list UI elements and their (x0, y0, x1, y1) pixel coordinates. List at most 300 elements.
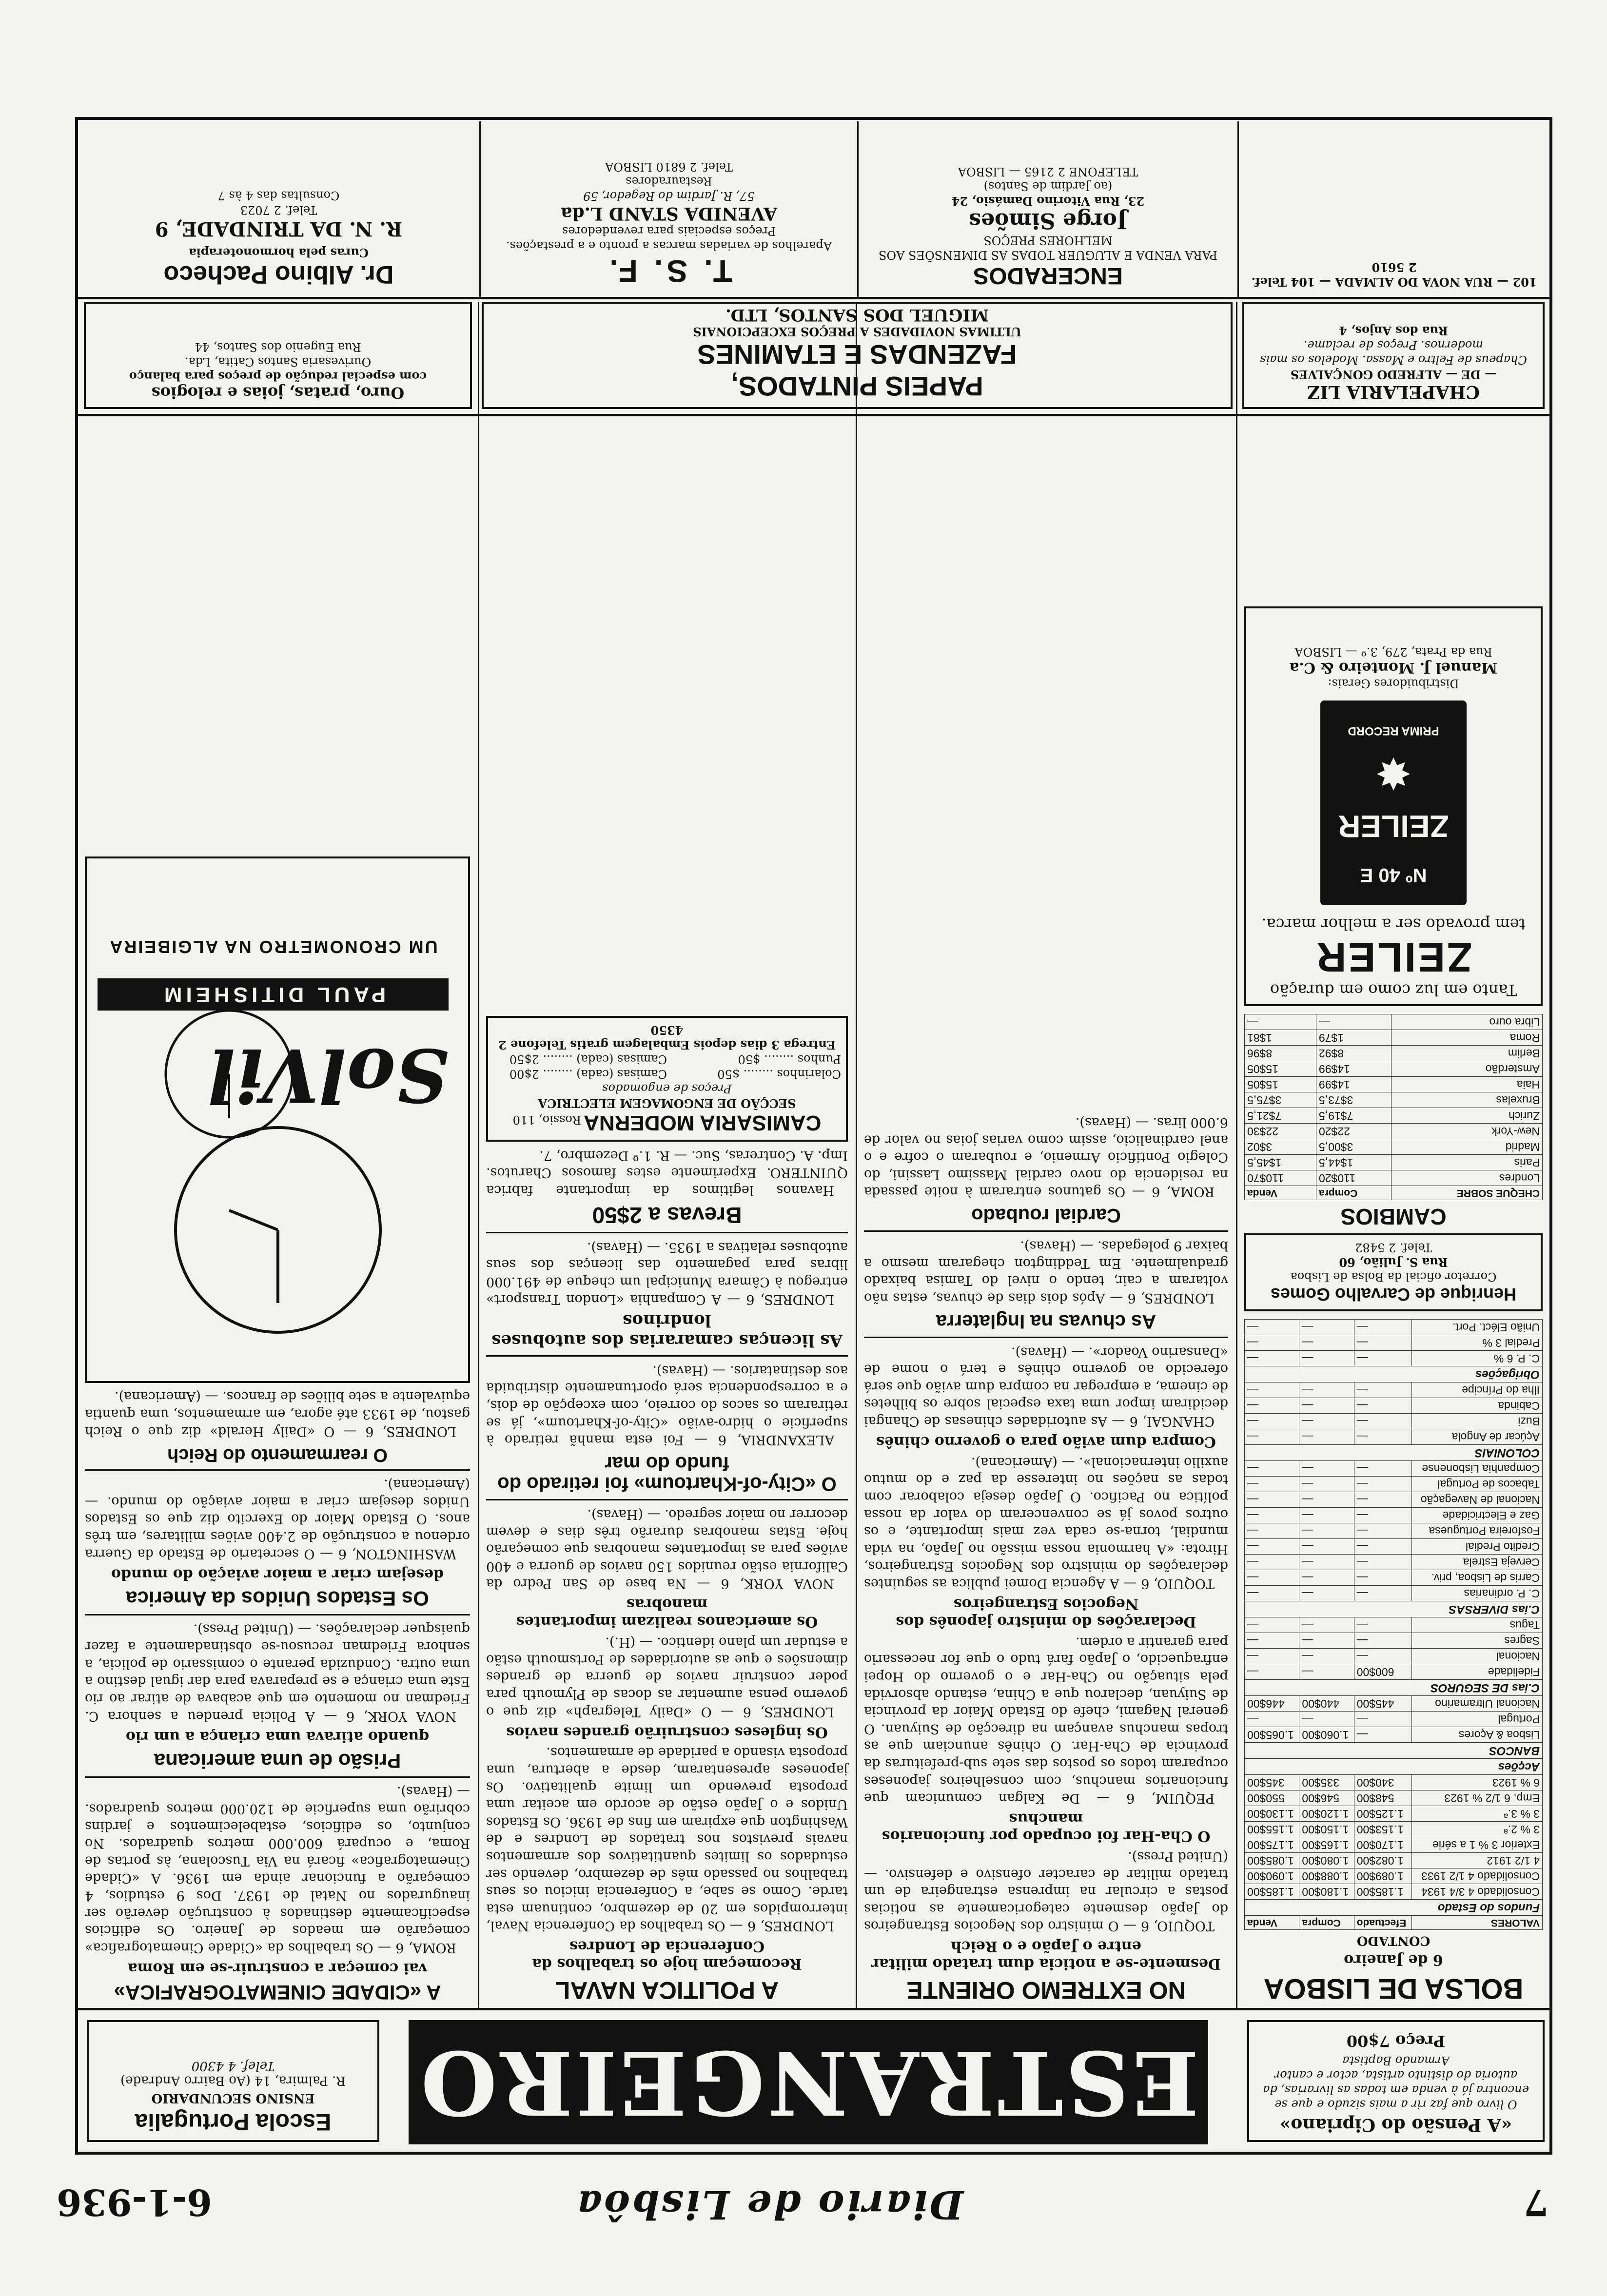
headline-city-of-khartoum: O «City-of-Khartoum» foi retirado do fundo do mar (497, 1453, 837, 1495)
breves-title: Brevas a 2$50 (592, 1203, 742, 1228)
table-row (1245, 1413, 1543, 1429)
paragraph: WASHINGTON, 6 — O secretario de Estado da Guerra ordenou a construção de 2.400 aviões militares, em três anos. O Estado Maior do Exercito diz que os Estados Unidos desejam criar a maior aviação do mundo. — (Americana). (85, 1477, 470, 1561)
table-cell: 1.090$00 (1245, 1868, 1299, 1884)
table-cell: — (1299, 1335, 1354, 1350)
subhead-conferencia: Recomeçam hoje os trabalhos da Conferencia de Londres (532, 1938, 802, 1973)
bulb-box (1320, 700, 1467, 905)
table-cell: 1.125$00 (1354, 1806, 1411, 1821)
pensao-text: O livro que faz rir a mais sizudo e que se encontra já à venda em todas as livrarias, da autoria do distinto artista, actor e cantor Armando Baptista (1263, 2054, 1529, 2111)
table-cell: — (1354, 1585, 1411, 1601)
papeis-line1: PAPEIS PINTADOS, (731, 371, 983, 402)
table-cell: 1.170$00 (1354, 1837, 1411, 1852)
table-cell: 22$30 (1245, 1123, 1316, 1139)
table-cell: — (1245, 1554, 1299, 1570)
ouro-title: Ouro, pratas, joias e relogios (151, 384, 405, 402)
starburst-icon: ✸ (1375, 747, 1412, 798)
breves-text (486, 1147, 848, 1199)
table-cell: 1.088$00 (1299, 1868, 1354, 1884)
divider (85, 1614, 470, 1615)
escola-ad (87, 2020, 379, 2142)
paragraph: ALEXANDRIA, 6 — Foi esta manhã retirado à superficie o hidro-avião «City-of-Khartoum», já se retiraram os sacos do correio, com excepção de dois, e a correspondencia será oportunamente distribuida aos destinatarios. — (Havas). (486, 1362, 848, 1448)
column-divider (478, 302, 479, 2008)
table-row (1245, 1045, 1543, 1061)
subhead-tratado: Desmente-se a noticia dum tratado militar entre o Japão e o Reich (871, 1938, 1221, 1973)
page-number: 7 (1523, 2181, 1548, 2223)
table-row (1245, 1648, 1543, 1664)
paragraph: CHANGAI, 6 — As autoridades chinesas de Changai decidiram impor uma taxa especial sobre os bilhetes de cinema, a empregar na compra dum avião que será oferecido ao governo chinês e terá o nome de «Dansarino Voador». — (Havas). (864, 1344, 1228, 1429)
article-licencas (486, 1238, 848, 1308)
table-cell: 1$81 (1245, 1030, 1316, 1045)
divider (864, 1337, 1228, 1338)
table-row (1245, 1523, 1543, 1538)
table-cell: 3 % 3.ª (1411, 1806, 1542, 1821)
table-row (1245, 1868, 1543, 1884)
table-cell: Zurich (1391, 1108, 1543, 1123)
table-cell: — (1299, 1476, 1354, 1492)
subhead-ingleses: Os ingleses construirão grandes navios (506, 1723, 828, 1741)
papeis-line2: FAZENDAS E ETAMINES (697, 339, 1017, 370)
column-extremo-oriente (857, 302, 1235, 2008)
table-cell: — (1299, 1554, 1354, 1570)
table-cell: Londres (1391, 1170, 1543, 1186)
table-cell: — (1354, 1711, 1411, 1727)
table-row (1245, 1061, 1543, 1076)
tsf-title: T. S. F. (606, 253, 732, 289)
divider (486, 1232, 848, 1233)
table-cell: Nacional de Navegação (1411, 1492, 1542, 1507)
encerados-ad (857, 121, 1237, 297)
table-row (1245, 1852, 1543, 1868)
estrangeiro-banner (409, 2020, 1208, 2144)
cambios-table (1244, 1014, 1543, 1200)
papeis-line3: ULTIMAS NOVIDADES A PREÇOS EXCEPCIONAIS (693, 325, 1021, 339)
table-cell: 1.089$00 (1354, 1868, 1411, 1884)
table-cell: 1.155$00 (1245, 1821, 1299, 1837)
table-row (1245, 1664, 1543, 1679)
bulb-label: Nº 40 E (1360, 864, 1427, 886)
table-cell: Paris (1391, 1154, 1543, 1170)
escola-address: R. Palmira, 14 (Ao Bairro Andrade) (120, 2073, 346, 2088)
cambios-title: CAMBIOS (1340, 1204, 1447, 1229)
table-cell: Exterior 3 % 1 a série (1411, 1837, 1542, 1852)
chapelaria-text: Chapeus de Feltro e Massa. Modelos os mais modernos. Preços de reclame. (1260, 338, 1527, 367)
ouro-firm: Ourivesaria Santos Catita, Lda. (184, 355, 372, 369)
table-row (1245, 1806, 1543, 1821)
table-cell: — (1299, 1413, 1354, 1429)
table-row (1245, 1884, 1543, 1899)
table-cell: 1$44,5 (1316, 1154, 1391, 1170)
table-cell: 110$70 (1245, 1170, 1316, 1186)
camisaria-addr: Rossio, 110 (512, 1112, 581, 1127)
issue-date: 6-1-936 (57, 2181, 212, 2223)
cambios-ad-line2: Rua S. Julião, 60 (1339, 1255, 1448, 1269)
zeiler-distributor-name: Manuel J. Monteiro & C.a (1289, 659, 1498, 676)
paragraph: LONDRES, 6 — O «Daily Herald» diz que o Reich gastou, de 1933 até agora, em armamentos, uma quantia equivalente a sete biliões de francos. — (Americana). (85, 1389, 470, 1439)
table-cell: 4 1/2 1912 (1411, 1852, 1542, 1868)
table-cell: — (1245, 1664, 1299, 1679)
solvil-tagline: UM CRONOMETRO NA ALGIBEIRA (108, 936, 438, 957)
column-divider (1236, 302, 1237, 2008)
lower-row (78, 297, 1549, 416)
columns-area (78, 302, 1549, 2008)
camisaria-items (493, 1052, 841, 1081)
table-cell: — (1299, 1429, 1354, 1444)
table-cell: Nacional (1411, 1648, 1542, 1664)
table-cell: Companhia Lisbonense (1411, 1460, 1542, 1476)
table-cell: 1.185$00 (1245, 1884, 1299, 1899)
section-title: BANCOS (1245, 1742, 1543, 1758)
table-cell: — (1245, 1523, 1299, 1538)
table-cell: — (1354, 1727, 1411, 1742)
table-cell: 7$21,5 (1245, 1108, 1316, 1123)
article-cidade (85, 1783, 470, 1956)
table-cell: 15$05 (1245, 1061, 1316, 1076)
section-title: Obrigações (1245, 1366, 1543, 1382)
table-row (1245, 1014, 1543, 1030)
table-row (1245, 1398, 1543, 1413)
zeiler-brand: ZEILER (1314, 934, 1472, 980)
table-cell: — (1354, 1633, 1411, 1648)
encerados-title: ENCERADOS (973, 263, 1123, 289)
zeiler-address: Rua da Prata, 279, 3.º — LISBOA (1294, 644, 1492, 659)
table-cell: — (1245, 1492, 1299, 1507)
table-cell: 14$99 (1316, 1076, 1391, 1092)
table-cell: 440$00 (1299, 1695, 1354, 1711)
table-cell: Emp. 6 1/2 % 1923 (1411, 1790, 1542, 1806)
price-item: Camisas (cada) ........ 2$00 (509, 1067, 667, 1081)
table-row (1245, 1123, 1543, 1139)
ouro-address: Rua Eugenio dos Santos, 44 (195, 340, 361, 354)
article-chuvas (864, 1237, 1228, 1307)
paragraph: NOVA YORK, 6 — Na base de San Pedro da California estão reunidos 150 navios de guerra e 400 aviões para as importantes manobras que começarão hoje. Estas manobras durarão três dias e devem decorrer no maior segredo. — (Havas). (486, 1507, 848, 1592)
encerados-address: 23, Rua Vitorino Damásio, 24 (951, 194, 1145, 208)
pacheco-ad (78, 121, 479, 297)
encerados-phone: TELEFONE 2 2165 — LISBOA (958, 165, 1138, 178)
tsf-ad (479, 121, 857, 297)
table-cell: União Eléct. Port. (1411, 1319, 1542, 1335)
column-header: Venda (1245, 1915, 1299, 1929)
table-cell: Predial 3 % (1411, 1335, 1542, 1350)
pacheco-text: Curas pela hormonoterapia (189, 246, 369, 260)
table-cell: — (1354, 1538, 1411, 1554)
price-item: Colarinhos ........ $50 (717, 1067, 841, 1081)
table-cell: — (1299, 1460, 1354, 1476)
paragraph: TOQUIO, 6 — A Agencia Domei publica as seguintes declarações do ministro dos Negocios Estrangeiros, Hirota: «A harmonia nossa missão no Japão, na vida mundial, torna-se cada vez mais importante, e os outros povos já se convenceram do valor da nossa política no Pacifico. O Japão deseja colaborar com todas as nações no interesse da paz e do mutuo auxilio internacional». — (Americana). (864, 1454, 1228, 1592)
divider (486, 1355, 848, 1357)
column-bolsa (1237, 302, 1549, 2008)
table-cell: — (1299, 1711, 1354, 1727)
chapelaria-ad (1242, 302, 1545, 409)
zeiler-tagline1: Tanto em luz como em duração (1270, 980, 1517, 999)
subhead-declaracoes: Declarações do ministro japonês dos Negocios Estrangeiros (896, 1596, 1196, 1631)
table-row (1245, 1617, 1543, 1633)
zeiler-distributors: Distribuidores Gerais: (1328, 676, 1459, 690)
divider (864, 1231, 1228, 1232)
masthead (57, 2174, 1548, 2228)
table-cell: — (1245, 1335, 1299, 1350)
table-cell: — (1354, 1319, 1411, 1335)
table-cell: — (1245, 1476, 1299, 1492)
table-row (1245, 1319, 1543, 1335)
table-cell: — (1354, 1382, 1411, 1398)
table-cell: Roma (1391, 1030, 1543, 1045)
table-cell: 6 % 1923 (1411, 1774, 1542, 1790)
table-cell: Haia (1391, 1076, 1543, 1092)
column-politica-naval (479, 302, 855, 2008)
table-cell: — (1245, 1413, 1299, 1429)
article-ingleses (486, 1634, 848, 1720)
paragraph: ROMA, 6 — Os gatunos entraram à noite passada na residencia do novo cardial Massimo Lassini, do Colegio Pontificio Armenio, e roubaram o cofre e o anel cardinalicio, assim como varias joias no valor de 6.000 liras. — (Havas). (864, 1115, 1228, 1200)
table-row (1245, 1170, 1543, 1186)
table-row (1245, 1350, 1543, 1366)
section-title: COLONIAIS (1245, 1444, 1543, 1460)
table-cell: 546$00 (1299, 1790, 1354, 1806)
table-cell: — (1354, 1429, 1411, 1444)
table-row (1245, 1476, 1543, 1492)
article-aviao (864, 1343, 1228, 1430)
table-cell: — (1299, 1507, 1354, 1523)
table-cell: 110$20 (1316, 1170, 1391, 1186)
table-cell: Carris de Lisboa, priv. (1411, 1570, 1542, 1585)
paragraph: PEQUIM, 6 — De Kalgan comunicam que funcionarios manchus, com conselheiros japoneses ocuparam todos os postos das sete sub-prefeituras da provincia de Cha-Har. O chinês anunciam que as tropas manchus avançam na direcção de Suiyuan. O general Nagami, chefe do Estado Maior da provincia de Suiyuan, declarou que a China, estando absorvida pela situação no Cha-Har e o governo do Hopei enfraquecido, o Japão fará tudo o que for necessario para garantir a ordem. (864, 1634, 1228, 1806)
ouro-ad (84, 302, 472, 409)
table-cell: 8$92 (1316, 1045, 1391, 1061)
table-cell: Nacional Ultramarino (1411, 1695, 1542, 1711)
cambios-ad-title: Henrique de Carvalho Gomes (1270, 1284, 1517, 1304)
price-item: Camisas (cada) ........ 2$50 (509, 1052, 667, 1066)
column-cidade-cinematografica (78, 302, 477, 2008)
newspaper-title: Diario de Lisbôa (575, 2182, 963, 2228)
price-item: Punhos ........ $50 (738, 1052, 841, 1066)
table-row (1245, 1585, 1543, 1601)
table-cell: — (1354, 1523, 1411, 1538)
column-header: CHEQUE SOBRE (1391, 1186, 1543, 1200)
cambios-ad (1244, 1233, 1543, 1311)
article-americanos (486, 1505, 848, 1592)
table-row (1245, 1429, 1543, 1444)
table-cell: Madrid (1391, 1139, 1543, 1154)
article-city-of-khartoum (486, 1362, 848, 1448)
table-cell: 22$20 (1316, 1123, 1391, 1139)
pensao-ad (1247, 2020, 1545, 2142)
table-cell: — (1354, 1476, 1411, 1492)
article-cardial (864, 1113, 1228, 1200)
solvil-maker: PAUL DITISHEIM (98, 978, 449, 1011)
pacheco-hours: Consultas das 4 às 7 (217, 189, 340, 202)
table-cell: — (1245, 1711, 1299, 1727)
headline-cidade-cinematografica: A «CIDADE CINEMATOGRAFICA» (114, 1981, 441, 2004)
escola-phone: Telef. 4 4300 (191, 2059, 275, 2073)
table-cell: — (1299, 1585, 1354, 1601)
table-row (1245, 1695, 1543, 1711)
table-row (1245, 1030, 1543, 1045)
table-cell: 1.082$00 (1354, 1852, 1411, 1868)
table-cell: Consolidado 4 3/4 1934 (1411, 1884, 1542, 1899)
column-header: Venda (1245, 1186, 1316, 1200)
subhead-prisao: quando atirava uma criança a um rio (125, 1728, 430, 1745)
papeis-pintados-ad (482, 302, 1233, 409)
table-cell: — (1354, 1335, 1411, 1350)
bolsa-contado: CONTADO (1356, 1933, 1431, 1948)
table-cell: Ilha do Príncipe (1411, 1382, 1542, 1398)
section-title: C.ias DE SEGUROS (1245, 1679, 1543, 1695)
paragraph: LONDRES, 6 — A Companhia «London Transport» entregou à Câmara Municipal um cheque de 491.000 libras para pagamento das licenças dos seus autobuses relativas a 1935. — (Havas). (486, 1239, 848, 1307)
bolsa-date: 6 de Janeiro (1344, 1951, 1443, 1969)
pacheco-address: R. N. DA TRINDADE, 9 (155, 217, 403, 240)
tsf-address: 57, R. Jardim do Regedor, 59 (583, 189, 755, 203)
column-header: Compra (1299, 1915, 1354, 1929)
table-cell: — (1299, 1648, 1354, 1664)
column-header: Efectuado (1354, 1915, 1411, 1929)
table-cell: Sagres (1411, 1633, 1542, 1648)
table-cell: — (1316, 1014, 1391, 1030)
table-row (1245, 1335, 1543, 1350)
table-cell: 600$00 (1354, 1664, 1411, 1679)
column-header: VALORES (1411, 1915, 1542, 1929)
table-cell: 1.175$00 (1245, 1837, 1299, 1852)
table-cell: 3 % 2.ª (1411, 1821, 1542, 1837)
zeiler-ad (1244, 606, 1543, 1006)
table-cell: 446$00 (1245, 1695, 1299, 1711)
table-cell: — (1245, 1460, 1299, 1476)
table-cell: Bruxelas (1391, 1092, 1543, 1108)
table-cell: — (1299, 1382, 1354, 1398)
table-row (1245, 1727, 1543, 1742)
table-cell: — (1245, 1350, 1299, 1366)
table-cell: 1.153$00 (1354, 1821, 1411, 1837)
table-cell: 14$99 (1316, 1061, 1391, 1076)
table-cell: — (1245, 1633, 1299, 1648)
table-cell: Gaz e Electricidade (1411, 1507, 1542, 1523)
encerados-addr2: (ao Jardim de Santos) (983, 179, 1113, 193)
table-cell: — (1245, 1507, 1299, 1523)
table-row (1245, 1460, 1543, 1476)
table-cell: — (1354, 1398, 1411, 1413)
subhead-roma: vai começar a construir-se em Roma (128, 1959, 427, 1977)
table-row (1245, 1554, 1543, 1570)
table-row (1245, 1108, 1543, 1123)
table-cell: — (1245, 1570, 1299, 1585)
table-cell: — (1245, 1648, 1299, 1664)
table-cell: Cerveja Estrela (1411, 1554, 1542, 1570)
subhead-aviao: Compra dum avião para o governo chinês (876, 1433, 1216, 1451)
table-cell: — (1299, 1633, 1354, 1648)
pensao-title: «A Pensão do Cipriano» (1279, 2115, 1512, 2135)
table-cell: — (1299, 1664, 1354, 1679)
table-cell: 1.130$00 (1245, 1806, 1299, 1821)
escola-title: Escola Portugalia (135, 2109, 332, 2135)
cambios-ad-phone: Telef. 2 5482 (1355, 1240, 1432, 1254)
table-cell: — (1299, 1350, 1354, 1366)
paragraph: TOQUIO, 6 — O ministro dos Negocios Estrangeiros do Japão desmente categoricamente as noticias postas a circular na imprensa estrangeira de um tratado militar de caracter ofensivo e defensivo. — (United Press). (864, 1849, 1228, 1934)
divider (486, 1499, 848, 1500)
subhead-cha-har: O Cha-Har foi ocupado por funcionarios manchus (882, 1810, 1211, 1845)
section-title: Fundos do Estado (1245, 1899, 1543, 1915)
table-row (1245, 1790, 1543, 1806)
table-cell: 3$73,5 (1316, 1092, 1391, 1108)
table-row (1245, 1774, 1543, 1790)
table-cell: — (1354, 1460, 1411, 1476)
table-cell: Tagus (1411, 1617, 1542, 1633)
chapelaria-title: CHAPELARIA LIZ (1307, 382, 1480, 402)
divider (85, 1469, 470, 1471)
table-cell: — (1245, 1382, 1299, 1398)
table-cell: Tabacos de Portugal (1411, 1476, 1542, 1492)
bulb-sub: PRIMA RECORD (1348, 724, 1439, 738)
table-row (1245, 1139, 1543, 1154)
table-row (1245, 1507, 1543, 1523)
table-row (1245, 1154, 1543, 1170)
page-frame (75, 117, 1552, 2155)
table-row (1245, 1492, 1543, 1507)
headline-cardial: Cardial roubado (971, 1205, 1121, 1226)
zeiler-tagline2: tem provado ser a melhor marca. (1261, 915, 1526, 934)
table-row (1245, 1076, 1543, 1092)
table-row (1245, 1092, 1543, 1108)
table-cell: — (1245, 1538, 1299, 1554)
paragraph: ROMA, 6 — Os trabalhos da «Cidade Cinematografica» começarão em meados de Janeiro. Os edificios especificamente destinados à construção deverão ser inaugurados no Natal de 1937. Dos 9 estudios, 4 começarão a funcionar ainda em 1936. A «Cidade Cinematografica» ficará na Via Tuscolana, às portas de Roma, e ocupará 600.000 metros quadrados. No conjunto, os edificios, estabelecimentos e jardins cobrirão uma superficie de 120.000 metros quadrados. — (Havas). (85, 1784, 470, 1955)
table-cell: — (1354, 1492, 1411, 1507)
table-row (1245, 1711, 1543, 1727)
encerados-name: Jorge Simões (969, 208, 1127, 233)
article-aviacao (85, 1476, 470, 1562)
bolsa-table (1244, 1319, 1543, 1930)
table-cell: Berlim (1391, 1045, 1543, 1061)
table-row (1245, 1382, 1543, 1398)
table-cell: 1.085$00 (1245, 1852, 1299, 1868)
table-row (1245, 1570, 1543, 1585)
table-cell: Credito Predial (1411, 1538, 1542, 1554)
ouro-sub: com especial redução de preços para balanço (129, 370, 427, 384)
table-cell: Buzi (1411, 1413, 1542, 1429)
table-cell: Libra ouro (1391, 1014, 1543, 1030)
table-row (1245, 1837, 1543, 1852)
papeis-address-box (1237, 121, 1549, 297)
estrangeiro-label: ESTRANGEIRO (417, 2031, 1199, 2134)
table-cell: 345$00 (1245, 1774, 1299, 1790)
table-cell: 340$00 (1354, 1774, 1411, 1790)
paragraph: LONDRES, 6 — O «Daily Telegraph» diz que o governo pensa aumentar as docas de Plymouth para poder construir navios de guerra de grandes dimensões e que as autoridades de Portsmouth estão a estudar um plano identico. — (H.). (486, 1634, 848, 1719)
table-cell: 1.120$00 (1299, 1806, 1354, 1821)
table-cell: — (1299, 1570, 1354, 1585)
column-header: Compra (1316, 1186, 1391, 1200)
bulb-brand: ZEILER (1338, 808, 1449, 844)
pacheco-phone: Telef. 2 7023 (240, 203, 317, 217)
camisaria-title: CAMISARIA MODERNA (584, 1110, 822, 1135)
papeis-line4: MIGUEL DOS SANTOS, LTD. (725, 305, 989, 325)
camisaria-ad (486, 1016, 848, 1142)
table-cell: Açúcar de Angola (1411, 1429, 1542, 1444)
table-cell: — (1299, 1319, 1354, 1335)
table-cell: — (1245, 1429, 1299, 1444)
encerados-text: PARA VENDA E ALUGUER TODAS AS DIMENSÕES AOS MELHORES PREÇOS (879, 233, 1218, 262)
table-cell: — (1354, 1350, 1411, 1366)
cambios-ad-line1: Corretor oficial da Bolsa de Lisboa (1290, 1269, 1497, 1284)
table-cell: — (1299, 1398, 1354, 1413)
table-cell: C. P. 6 % (1411, 1350, 1542, 1366)
column-divider (856, 302, 857, 2008)
section-title: C.ias DIVERSAS (1245, 1601, 1543, 1617)
subhead-aviacao: desejam criar a maior aviação do mundo (111, 1565, 444, 1583)
camisaria-prices-title: Preços de engomados (602, 1081, 732, 1095)
table-cell: 1.150$00 (1299, 1821, 1354, 1837)
table-cell: Amsterdão (1391, 1061, 1543, 1076)
table-cell: Fidelidade (1411, 1664, 1542, 1679)
table-cell: — (1299, 1523, 1354, 1538)
table-cell: 1.165$00 (1299, 1837, 1354, 1852)
table-cell: 7$19,5 (1316, 1108, 1391, 1123)
table-cell: 3$00,5 (1316, 1139, 1391, 1154)
